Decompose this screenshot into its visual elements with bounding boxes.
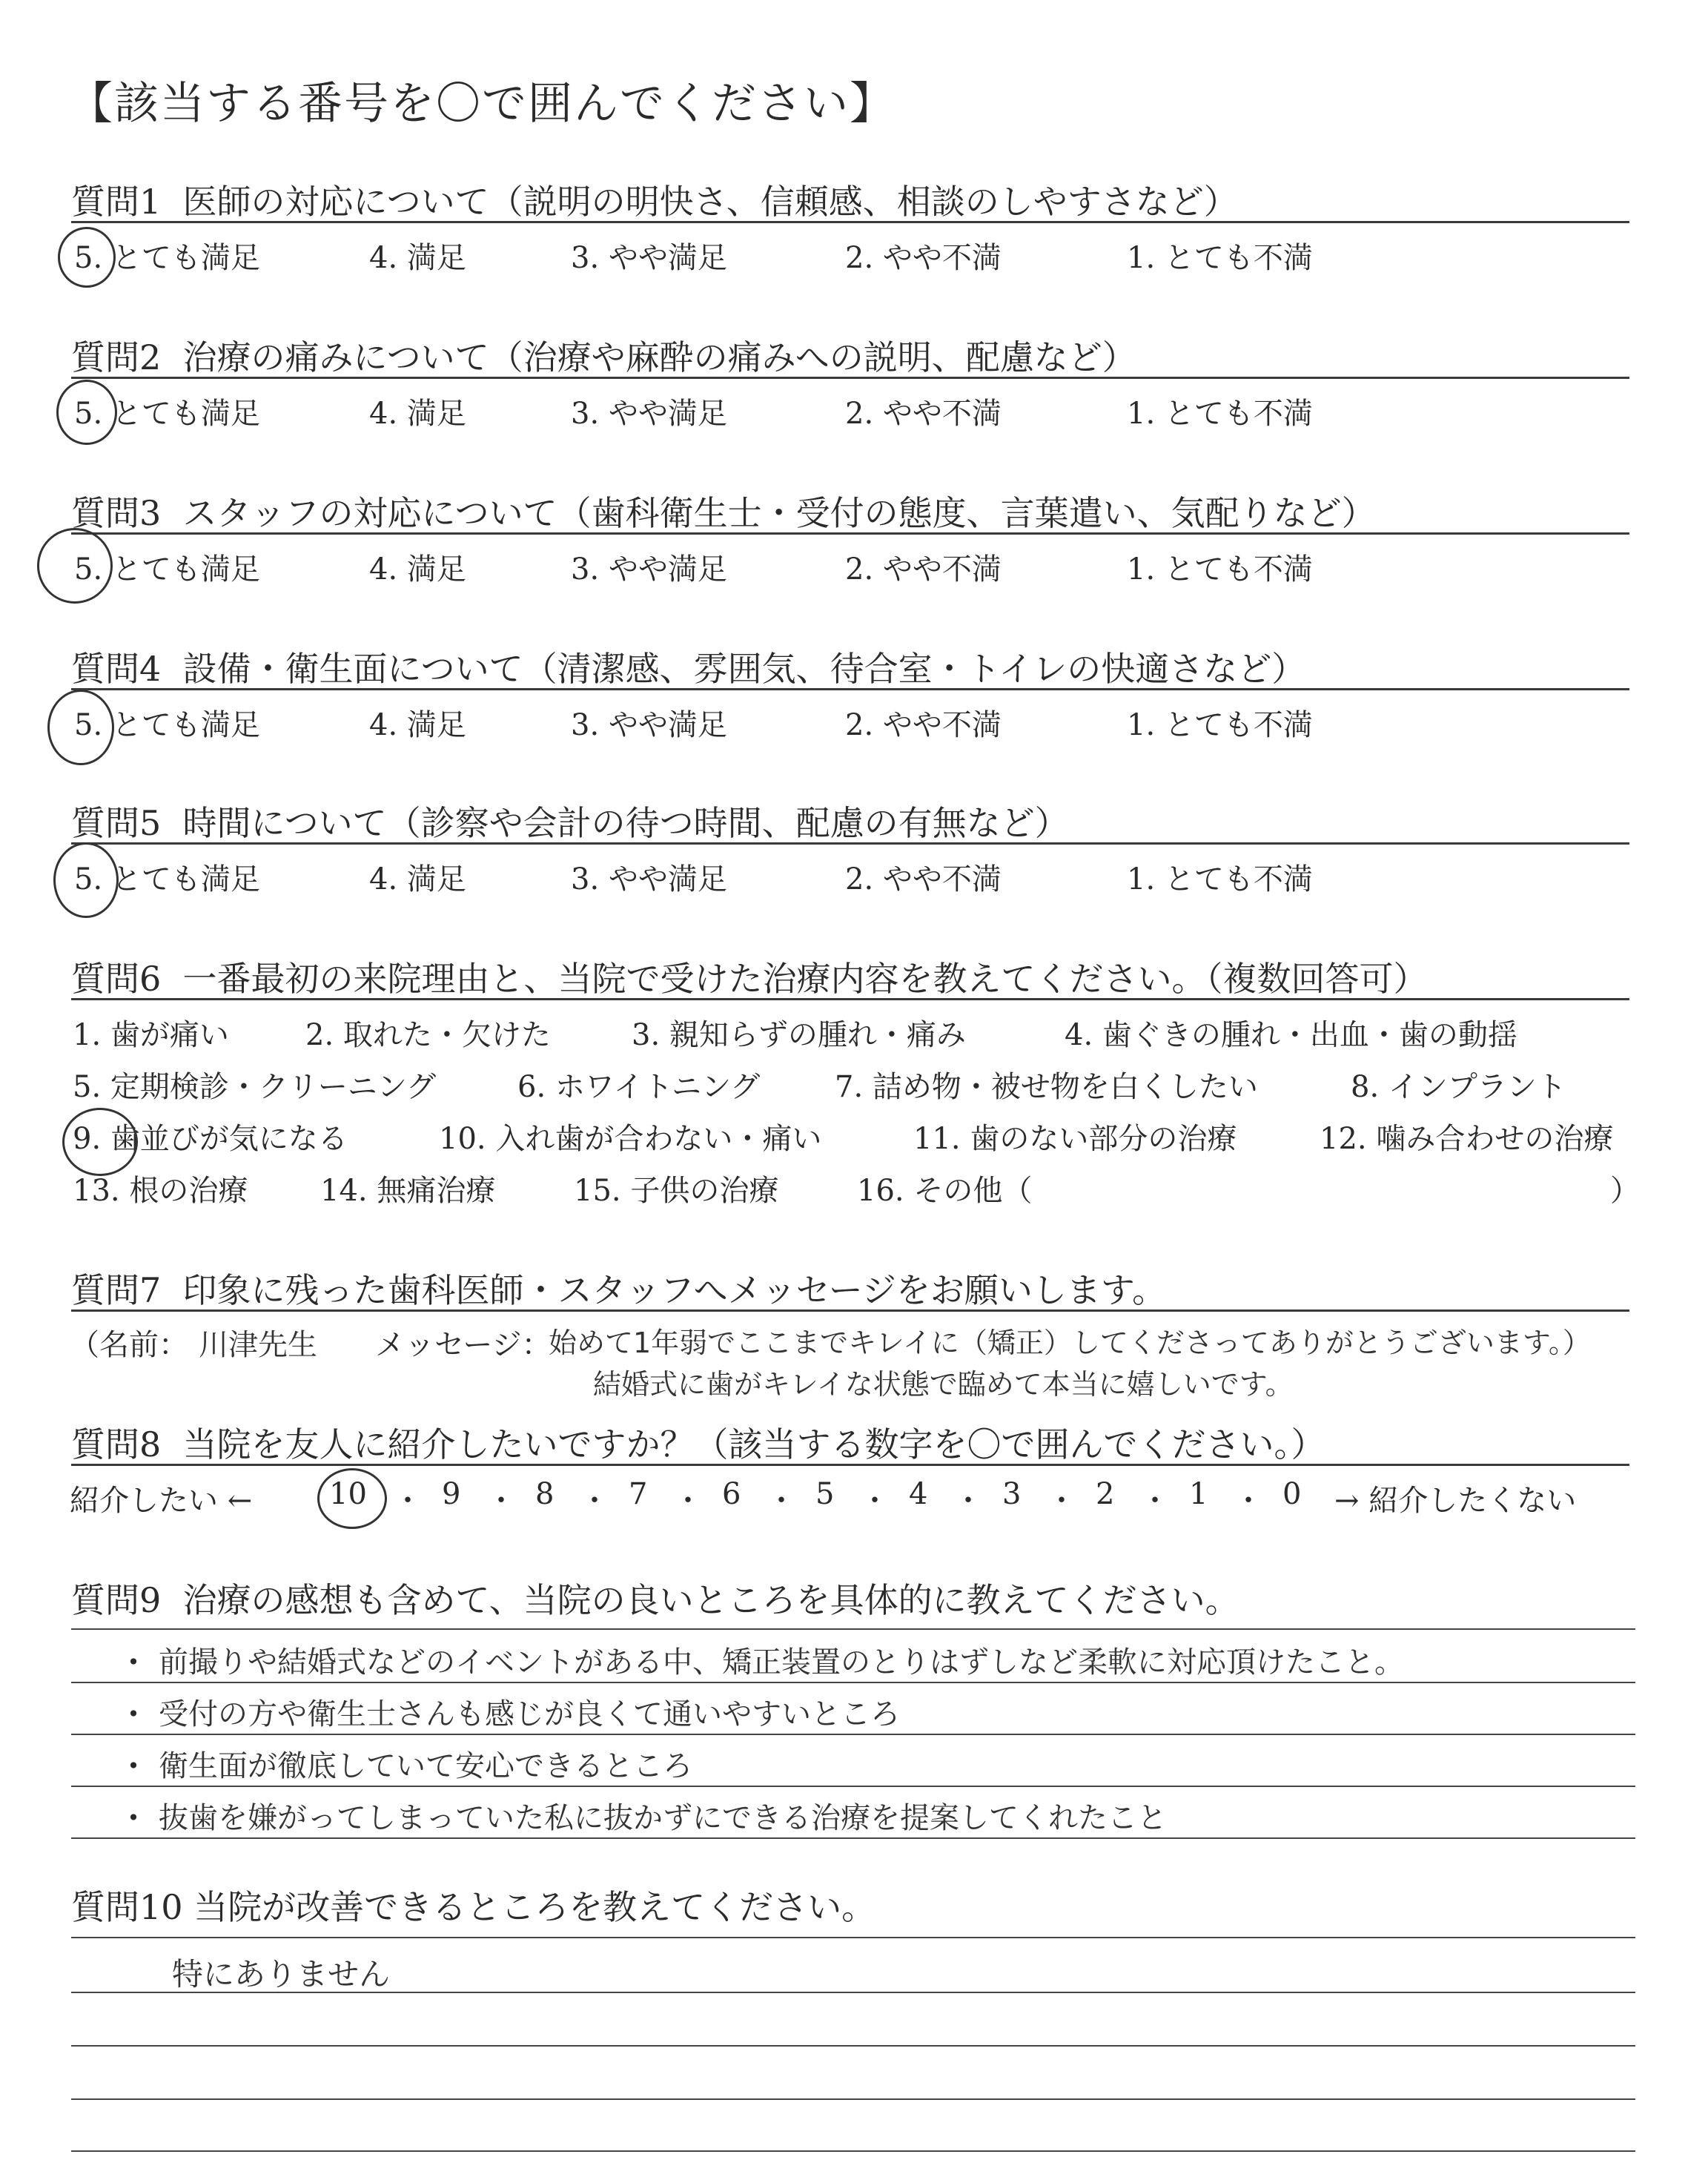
q8-sep: ・ [486, 1484, 516, 1518]
question-8 [71, 1418, 1325, 1467]
q8-sep: ・ [953, 1484, 983, 1518]
question-4 [71, 642, 1305, 691]
question-6 [71, 952, 1428, 1001]
q5-selected-circle [53, 842, 119, 918]
question-7-rule [71, 1309, 1629, 1312]
q3-option-4[interactable]: 4. 満足 [369, 552, 466, 587]
q4-option-2[interactable]: 2. やや不満 [845, 708, 1002, 742]
q8-option-2[interactable]: 2 [1096, 1477, 1115, 1511]
q8-right-label: → 紹介したくない [1334, 1484, 1577, 1518]
q6-option-2[interactable]: 2. 取れた・欠けた [305, 1018, 551, 1052]
q9-answer-1[interactable]: 前撮りや結婚式などのイベントがある中、矯正装置のとりはずしなど柔軟に対応頂けたこと。 [159, 1645, 1404, 1680]
q6-option-16[interactable]: 16. その他（ [857, 1174, 1033, 1208]
answer-line [71, 1734, 1635, 1735]
q2-selected-circle [56, 380, 117, 445]
question-10-text: 当院が改善できるところを教えてください。 [193, 1887, 876, 1927]
q8-option-5[interactable]: 5 [815, 1477, 835, 1511]
q5-option-1[interactable]: 1. とても不満 [1127, 862, 1313, 896]
question-6-label: 質問6 [71, 959, 162, 999]
question-8-label: 質問8 [71, 1424, 162, 1464]
question-9-text: 治療の感想も含めて、当院の良いところを具体的に教えてください。 [182, 1580, 1239, 1620]
question-5-rule [71, 842, 1629, 845]
question-10-label: 質問10 [71, 1887, 183, 1927]
q6-option-10[interactable]: 10. 入れ歯が合わない・痛い [439, 1122, 822, 1156]
q8-option-4[interactable]: 4 [909, 1477, 928, 1511]
q6-option-9[interactable]: 9. 歯並びが気になる [73, 1122, 348, 1156]
q2-option-4[interactable]: 4. 満足 [369, 397, 466, 431]
question-5-text: 時間について（診察や会計の待つ時間、配慮の有無など） [182, 803, 1069, 843]
question-8-rule [71, 1464, 1629, 1466]
q6-option-12[interactable]: 12. 噛み合わせの治療 [1320, 1122, 1614, 1156]
q6-option-11[interactable]: 11. 歯のない部分の治療 [913, 1122, 1237, 1156]
q7-name-label: （名前： [70, 1328, 188, 1362]
q8-sep: ・ [860, 1484, 890, 1518]
page-title: 【該当する番号を〇で囲んでください】 [68, 78, 896, 130]
answer-line [71, 1937, 1635, 1938]
q2-option-2[interactable]: 2. やや不満 [845, 397, 1002, 431]
q2-option-3[interactable]: 3. やや満足 [571, 397, 727, 431]
question-2-rule [71, 377, 1629, 379]
q8-sep: ・ [1140, 1484, 1170, 1518]
bullet: ・ [117, 1696, 150, 1734]
q8-option-7[interactable]: 7 [629, 1477, 648, 1511]
question-9 [71, 1573, 1239, 1622]
q5-option-2[interactable]: 2. やや不満 [845, 862, 1002, 896]
q7-message-line-2[interactable]: 結婚式に歯がキレイな状態で臨めて本当に嬉しいです。 [593, 1368, 1294, 1401]
q3-option-3[interactable]: 3. やや満足 [571, 552, 727, 587]
question-3-text: スタッフの対応について（歯科衛生士・受付の態度、言葉遣い、気配りなど） [182, 493, 1376, 533]
q1-option-2[interactable]: 2. やや不満 [845, 241, 1002, 275]
q4-option-1[interactable]: 1. とても不満 [1127, 708, 1313, 742]
q10-answer[interactable]: 特にありません [172, 1956, 391, 1992]
q6-option-14[interactable]: 14. 無痛治療 [320, 1174, 496, 1208]
question-1-rule [71, 221, 1629, 223]
q6-selected-circle [62, 1108, 138, 1176]
q1-option-3[interactable]: 3. やや満足 [571, 241, 727, 275]
question-6-text: 一番最初の来院理由と、当院で受けた治療内容を教えてください。（複数回答可） [182, 959, 1428, 999]
q6-option-4[interactable]: 4. 歯ぐきの腫れ・出血・歯の動揺 [1065, 1018, 1517, 1052]
q8-option-8[interactable]: 8 [535, 1477, 555, 1511]
question-1-label: 質問1 [71, 182, 162, 222]
q6-option-15[interactable]: 15. 子供の治療 [574, 1174, 779, 1208]
question-7-text: 印象に残った歯科医師・スタッフへメッセージをお願いします。 [182, 1270, 1167, 1310]
q4-option-4[interactable]: 4. 満足 [369, 708, 466, 742]
q3-option-2[interactable]: 2. やや不満 [845, 552, 1002, 587]
q9-answer-3[interactable]: 衛生面が徹底していて安心できるところ [159, 1749, 692, 1783]
question-7-label: 質問7 [71, 1270, 162, 1310]
q7-name-value[interactable]: 川津先生 [199, 1328, 317, 1362]
q7-message-line-1[interactable]: 始めて1年弱でここまでキレイに（矯正）してくださってありがとうございます。） [549, 1327, 1591, 1359]
q1-option-1[interactable]: 1. とても不満 [1127, 241, 1313, 275]
q5-option-4[interactable]: 4. 満足 [369, 862, 466, 896]
q4-option-5[interactable]: 5. とても満足 [74, 708, 260, 742]
question-5 [71, 796, 1069, 845]
answer-line [71, 2045, 1635, 2047]
q8-sep: ・ [1047, 1484, 1076, 1518]
question-4-label: 質問4 [71, 649, 162, 689]
q8-option-9[interactable]: 9 [442, 1477, 461, 1511]
question-1 [71, 175, 1238, 224]
q8-option-1[interactable]: 1 [1189, 1477, 1208, 1511]
answer-line [71, 2150, 1635, 2152]
question-2-text: 治療の痛みについて（治療や麻酔の痛みへの説明、配慮など） [182, 337, 1136, 377]
question-4-rule [71, 688, 1629, 690]
question-7 [71, 1264, 1166, 1312]
q8-selected-circle [317, 1468, 387, 1529]
question-9-label: 質問9 [71, 1580, 162, 1620]
q8-option-0[interactable]: 0 [1282, 1477, 1302, 1511]
answer-line [71, 2098, 1635, 2100]
q7-message-label: メッセージ： [375, 1328, 552, 1362]
q6-option-7[interactable]: 7. 詰め物・被せ物を白くしたい [835, 1070, 1258, 1104]
bullet: ・ [117, 1644, 150, 1682]
q1-option-5[interactable]: 5. とても満足 [74, 241, 260, 275]
question-10 [71, 1880, 875, 1929]
q6-option-3[interactable]: 3. 親知らずの腫れ・痛み [632, 1018, 966, 1052]
q8-left-label: 紹介したい ← [70, 1484, 253, 1518]
q8-option-6[interactable]: 6 [722, 1477, 741, 1511]
q6-other-close-paren: ） [1610, 1174, 1640, 1208]
question-2-label: 質問2 [71, 337, 162, 377]
answer-line [71, 1682, 1635, 1683]
q1-selected-circle [58, 227, 116, 288]
question-3 [71, 486, 1376, 535]
bullet: ・ [117, 1748, 150, 1786]
answer-line [71, 1786, 1635, 1787]
q6-option-8[interactable]: 8. インプラント [1351, 1070, 1566, 1104]
q3-option-5[interactable]: 5. とても満足 [74, 552, 260, 587]
q9-answer-4[interactable]: 抜歯を嫌がってしまっていた私に抜かずにできる治療を提案してくれたこと [159, 1801, 1167, 1835]
q2-option-1[interactable]: 1. とても不満 [1127, 397, 1313, 431]
q1-option-4[interactable]: 4. 満足 [369, 241, 466, 275]
q8-option-10[interactable]: 10 [329, 1477, 367, 1511]
question-3-rule [71, 532, 1629, 535]
q8-sep: ・ [1234, 1484, 1263, 1518]
q5-option-3[interactable]: 3. やや満足 [571, 862, 727, 896]
q6-option-5[interactable]: 5. 定期検診・クリーニング [73, 1070, 437, 1104]
q2-option-5[interactable]: 5. とても満足 [74, 397, 260, 431]
q6-option-6[interactable]: 6. ホワイトニング [517, 1070, 761, 1104]
question-1-text: 医師の対応について（説明の明快さ、信頼感、相談のしやすさなど） [182, 182, 1238, 222]
q3-selected-circle [37, 528, 113, 604]
question-8-text: 当院を友人に紹介したいですか？（該当する数字を〇で囲んでください。） [182, 1424, 1325, 1464]
q9-answer-2[interactable]: 受付の方や衛生士さんも感じが良くて通いやすいところ [159, 1697, 900, 1731]
question-4-text: 設備・衛生面について（清潔感、雰囲気、待合室・トイレの快適さなど） [182, 649, 1306, 689]
question-3-label: 質問3 [71, 493, 162, 533]
q4-selected-circle [47, 690, 114, 765]
q5-option-5[interactable]: 5. とても満足 [74, 862, 260, 896]
question-5-label: 質問5 [71, 803, 162, 843]
q8-sep: ・ [767, 1484, 796, 1518]
answer-line [71, 1628, 1635, 1630]
q6-option-1[interactable]: 1. 歯が痛い [73, 1018, 229, 1052]
q6-option-13[interactable]: 13. 根の治療 [73, 1174, 248, 1208]
question-6-rule [71, 998, 1629, 1000]
q8-sep: ・ [393, 1484, 423, 1518]
q3-option-1[interactable]: 1. とても不満 [1127, 552, 1313, 587]
q8-sep: ・ [673, 1484, 703, 1518]
q4-option-3[interactable]: 3. やや満足 [571, 708, 727, 742]
q8-sep: ・ [580, 1484, 609, 1518]
q8-option-3[interactable]: 3 [1002, 1477, 1022, 1511]
answer-line [71, 1837, 1635, 1839]
bullet: ・ [117, 1800, 150, 1837]
question-2 [71, 331, 1136, 380]
